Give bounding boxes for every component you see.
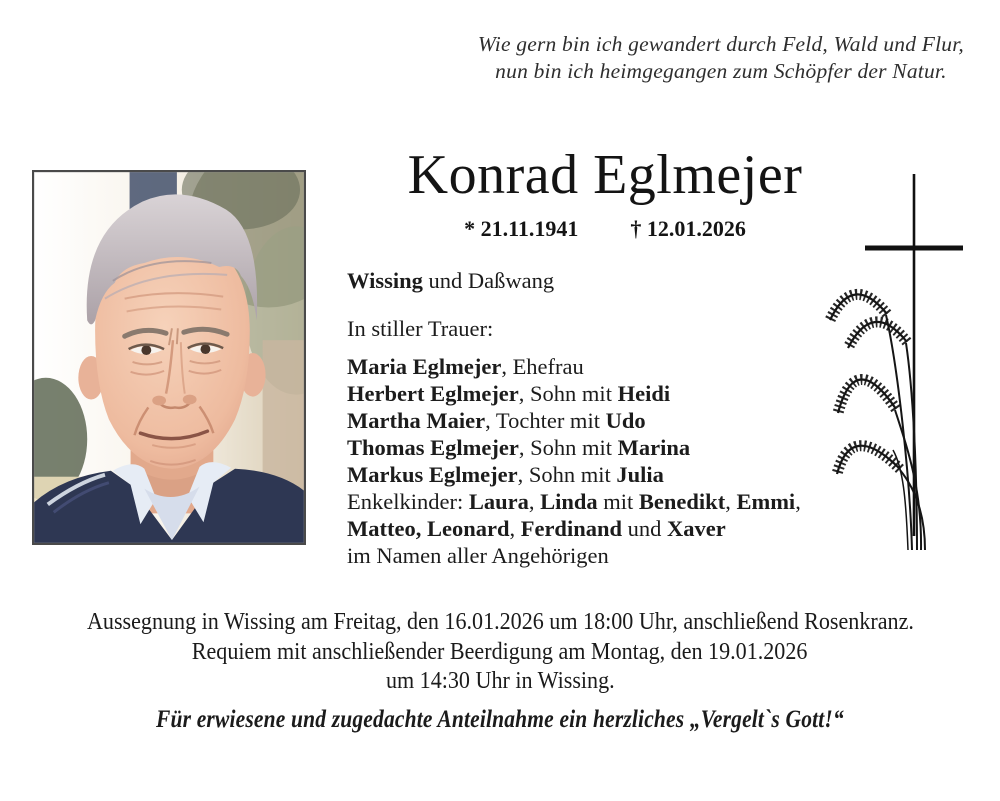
service-line-3: um 14:30 Uhr in Wissing.: [385, 668, 615, 694]
cross-icon: [822, 168, 972, 553]
portrait-photo: [32, 170, 306, 545]
family-line: Herbert Eglmejer, Sohn mit Heidi: [347, 381, 671, 406]
birth-date: * 21.11.1941: [464, 216, 579, 241]
family-line: Martha Maier, Tochter mit Udo: [347, 408, 646, 433]
cross-and-wheat-illustration: [822, 168, 972, 553]
service-details: [0, 608, 1000, 697]
family-line: Markus Eglmejer, Sohn mit Julia: [347, 462, 664, 487]
death-date: † 12.01.2026: [630, 216, 746, 241]
verse-line-1: Wie gern bin ich gewandert durch Feld, Wald und Flur,: [477, 32, 964, 56]
wheat-icon: [830, 294, 925, 550]
family-line: Enkelkinder: Laura, Linda mit Benedikt, Emmi,: [347, 489, 801, 514]
family-line: Matteo, Leonard, Ferdinand und Xaver: [347, 516, 726, 541]
verse-line-2: nun bin ich heimgegangen zum Schöpfer der Natur.: [495, 59, 947, 83]
service-line-2: Requiem mit anschließender Beerdigung am Montag, den 19.01.2026: [192, 638, 808, 665]
mourning-intro: In stiller Trauer:: [347, 316, 494, 341]
thanks-line: Für erwiesene und zugedachte Anteilnahme ein herzliches „Vergelt`s Gott!“: [156, 706, 844, 733]
portrait-illustration: [34, 172, 304, 543]
life-dates: [347, 216, 863, 242]
family-line: Maria Eglmejer, Ehefrau: [347, 354, 584, 379]
family-line: im Namen aller Angehörigen: [347, 543, 609, 568]
places-line: Wissing und Daßwang: [347, 268, 555, 293]
main-text-column: [347, 144, 863, 569]
service-line-1: Aussegnung in Wissing am Freitag, den 16.01.2026 um 18:00 Uhr, anschließend Rosenkranz.: [86, 609, 914, 635]
memorial-verse: [478, 31, 964, 85]
deceased-name: Konrad Eglmejer: [407, 144, 803, 206]
family-line: Thomas Eglmejer, Sohn mit Marina: [347, 435, 691, 460]
family-list: [347, 353, 863, 569]
